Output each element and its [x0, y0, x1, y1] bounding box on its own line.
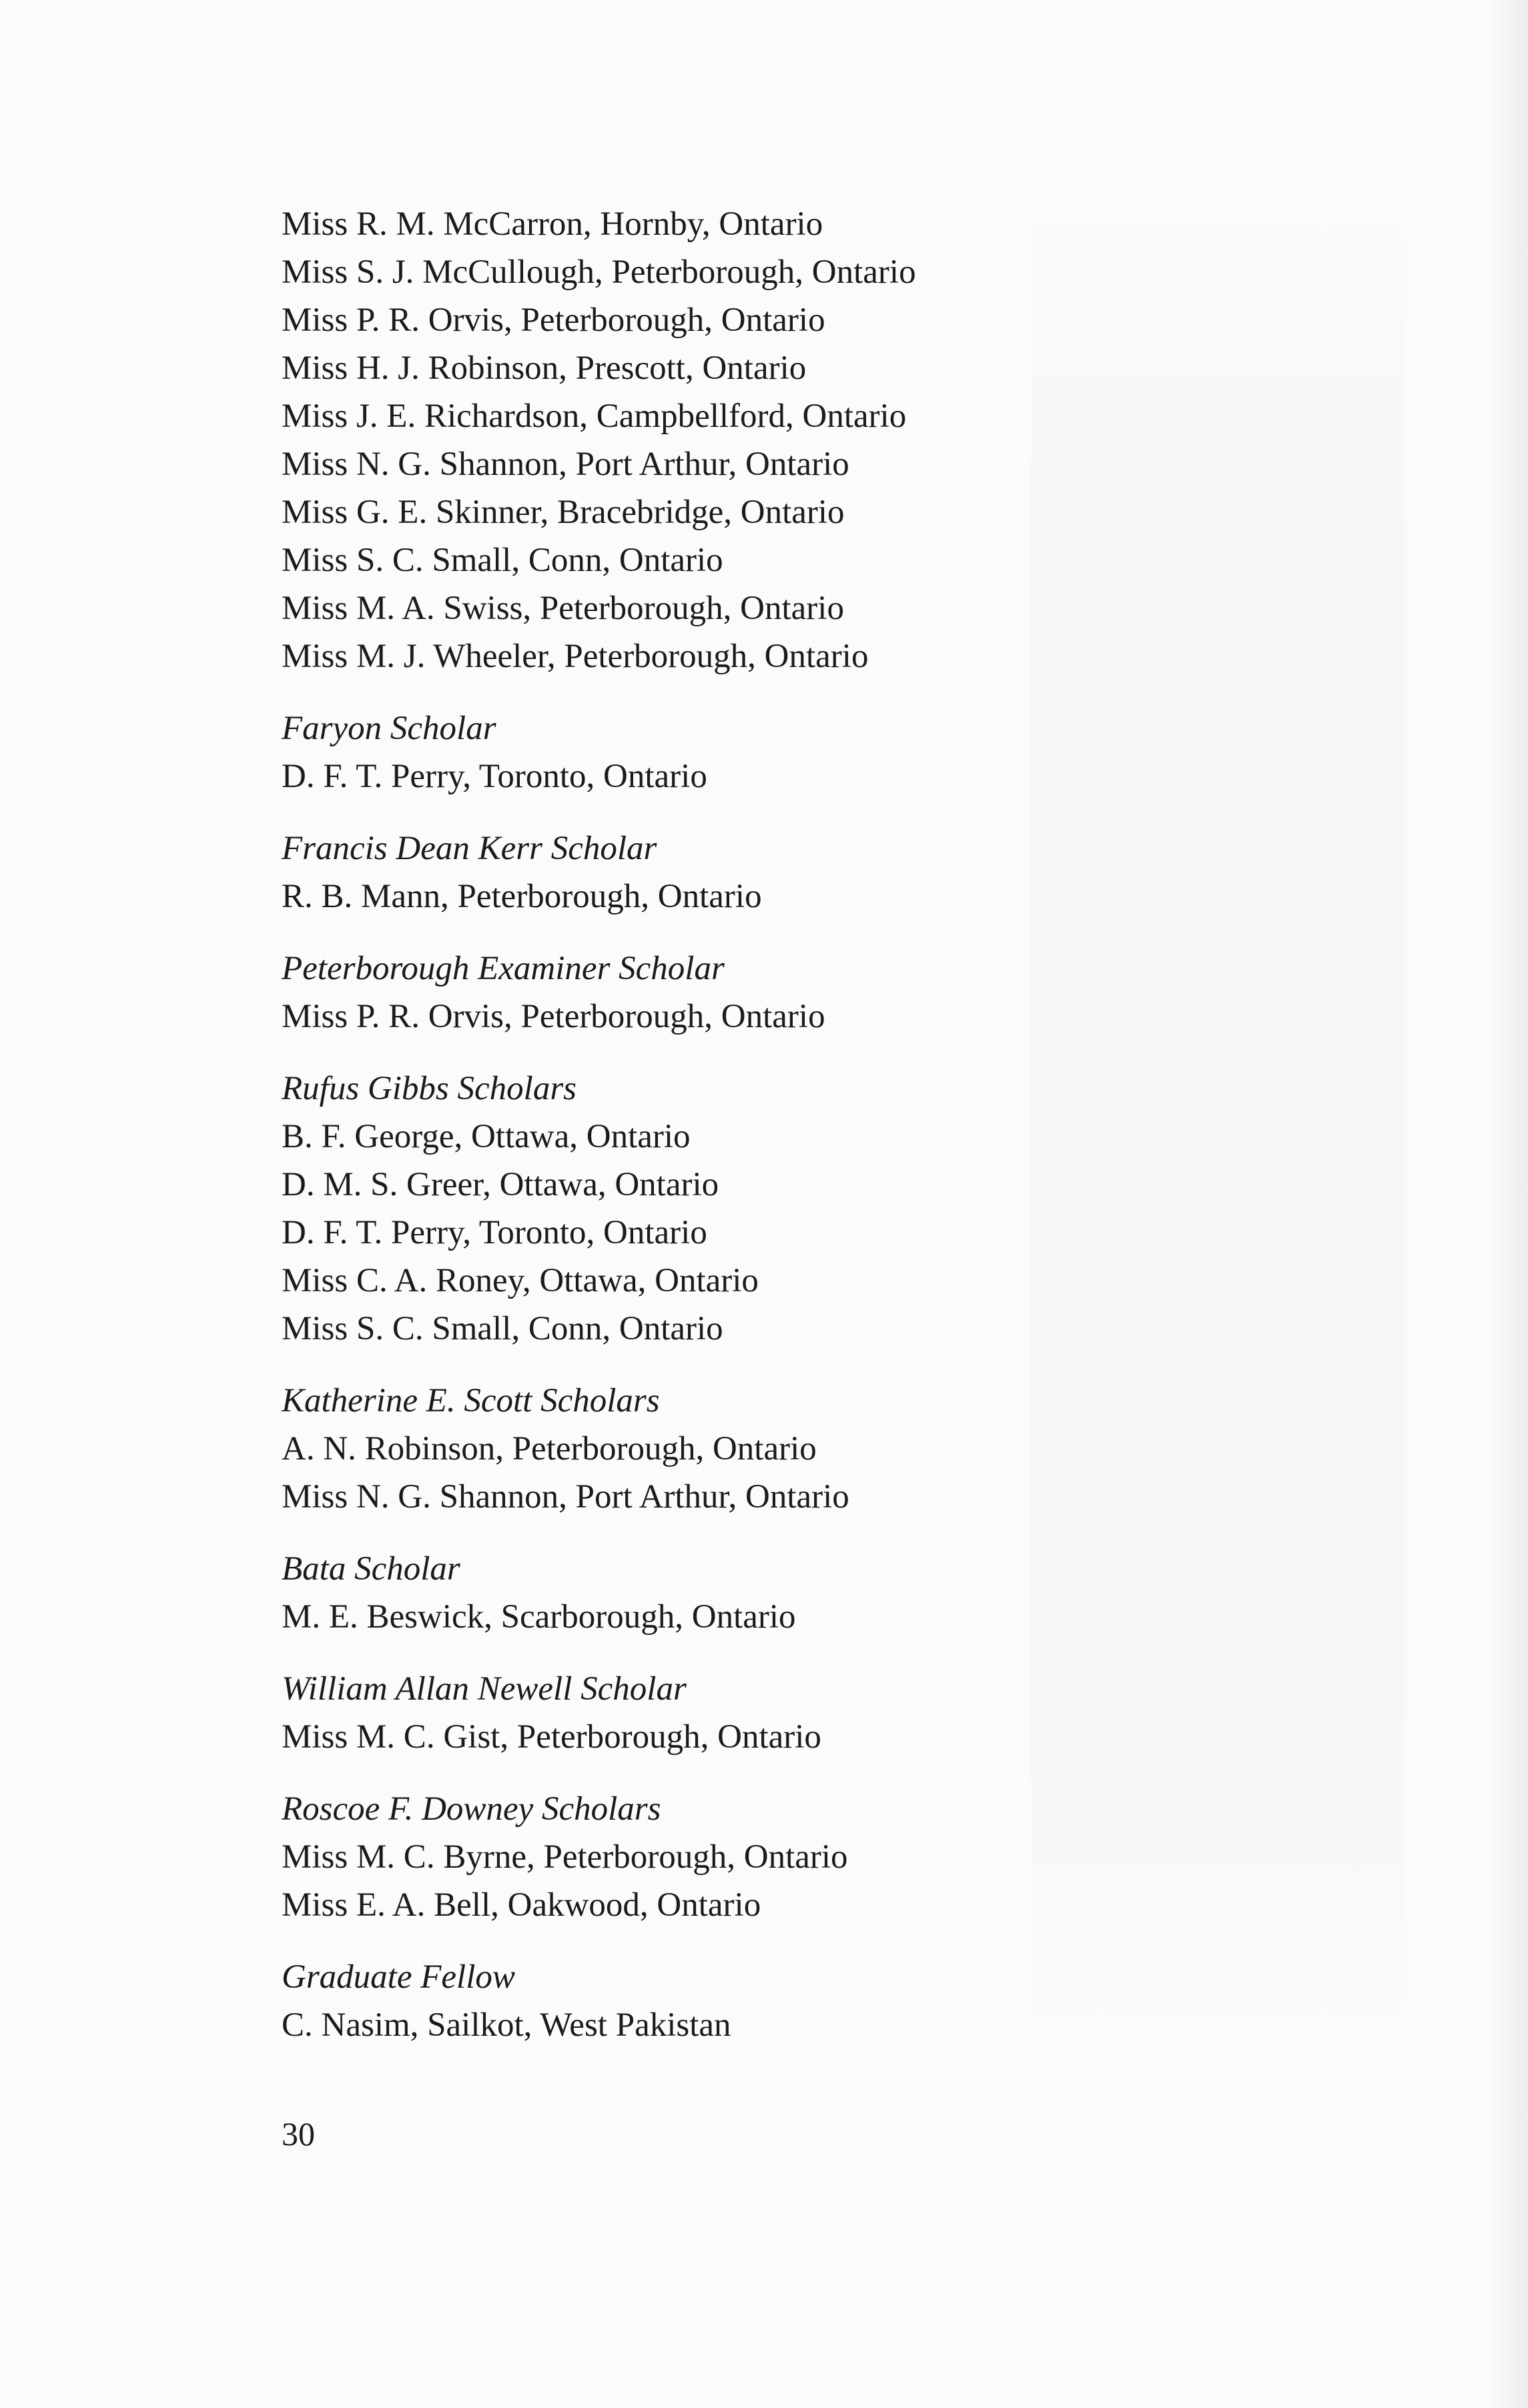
list-item: M. E. Beswick, Scarborough, Ontario — [282, 1598, 796, 1636]
section-rufus-gibbs-scholars — [282, 1065, 1049, 1353]
bleed-through-shadow — [1031, 200, 1405, 2041]
section-william-allan-newell-scholar — [282, 1665, 1049, 1761]
list-item: Miss M. A. Swiss, Peterborough, Ontario — [282, 590, 844, 627]
section-title: Roscoe F. Downey Scholars — [282, 1790, 661, 1828]
list-item: D. M. S. Greer, Ottawa, Ontario — [282, 1166, 719, 1203]
list-item: Miss H. J. Robinson, Prescott, Ontario — [282, 350, 807, 387]
list-item: Miss S. J. McCullough, Peterborough, Ontario — [282, 253, 916, 291]
list-item: Miss N. G. Shannon, Port Arthur, Ontario — [282, 446, 849, 483]
section-faryon-scholar — [282, 704, 1049, 800]
list-item: Miss R. M. McCarron, Hornby, Ontario — [282, 205, 823, 243]
section-title: William Allan Newell Scholar — [282, 1670, 687, 1708]
section-graduate-fellow — [282, 1953, 1049, 2049]
list-item: Miss M. J. Wheeler, Peterborough, Ontario — [282, 638, 869, 675]
page-number: 30 — [282, 2115, 315, 2153]
section-roscoe-f-downey-scholars — [282, 1785, 1049, 1929]
list-item: Miss S. C. Small, Conn, Ontario — [282, 542, 723, 579]
section-title: Peterborough Examiner Scholar — [282, 950, 725, 987]
page-content — [282, 200, 1049, 2049]
section-peterborough-examiner-scholar — [282, 945, 1049, 1041]
list-item: B. F. George, Ottawa, Ontario — [282, 1118, 691, 1155]
page-edge-shadow — [1488, 0, 1528, 2408]
list-item: Miss N. G. Shannon, Port Arthur, Ontario — [282, 1478, 849, 1516]
section-title: Graduate Fellow — [282, 1958, 515, 1996]
list-item: Miss S. C. Small, Conn, Ontario — [282, 1310, 723, 1347]
list-item: Miss C. A. Roney, Ottawa, Ontario — [282, 1262, 759, 1299]
section-title: Bata Scholar — [282, 1550, 460, 1588]
list-item: Miss M. C. Gist, Peterborough, Ontario — [282, 1718, 821, 1756]
section-title: Francis Dean Kerr Scholar — [282, 830, 657, 867]
list-item: Miss J. E. Richardson, Campbellford, Ontario — [282, 398, 907, 435]
list-item: C. Nasim, Sailkot, West Pakistan — [282, 2006, 731, 2044]
section-katherine-e-scott-scholars — [282, 1377, 1049, 1521]
section-title: Katherine E. Scott Scholars — [282, 1382, 660, 1419]
list-item: Miss E. A. Bell, Oakwood, Ontario — [282, 1886, 761, 1924]
intro-list — [282, 200, 1049, 680]
list-item: A. N. Robinson, Peterborough, Ontario — [282, 1430, 817, 1467]
list-item: D. F. T. Perry, Toronto, Ontario — [282, 758, 707, 795]
list-item: Miss G. E. Skinner, Bracebridge, Ontario — [282, 494, 845, 531]
list-item: D. F. T. Perry, Toronto, Ontario — [282, 1214, 707, 1251]
section-francis-dean-kerr-scholar — [282, 824, 1049, 921]
section-title: Faryon Scholar — [282, 710, 496, 747]
section-bata-scholar — [282, 1545, 1049, 1641]
list-item: R. B. Mann, Peterborough, Ontario — [282, 878, 762, 915]
list-item: Miss P. R. Orvis, Peterborough, Ontario — [282, 998, 825, 1035]
list-item: Miss P. R. Orvis, Peterborough, Ontario — [282, 302, 825, 339]
section-title: Rufus Gibbs Scholars — [282, 1070, 577, 1107]
list-item: Miss M. C. Byrne, Peterborough, Ontario — [282, 1838, 848, 1876]
